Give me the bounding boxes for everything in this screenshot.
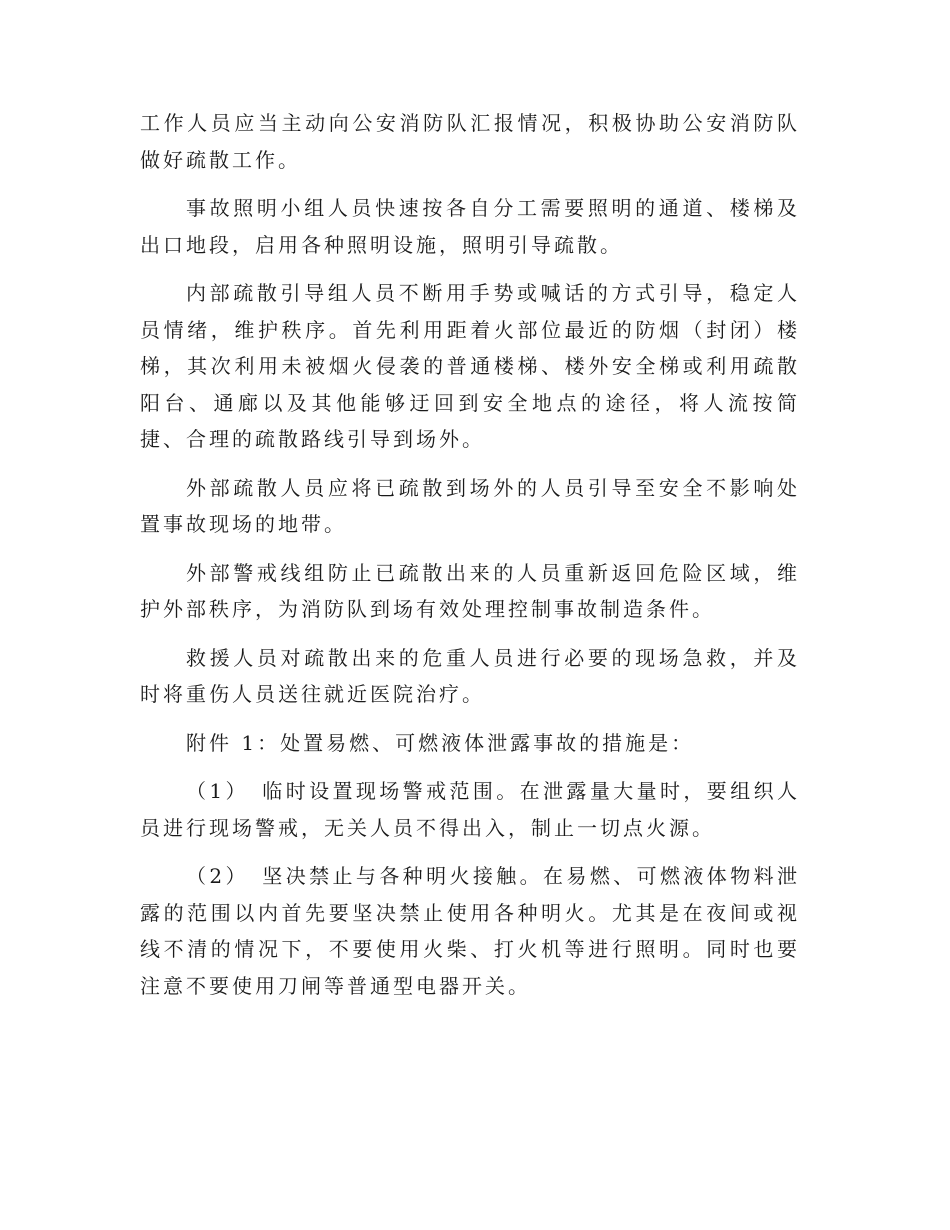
paragraph-measure-2: （2） 坚决禁止与各种明火接触。在易燃、可燃液体物料泄露的范围以内首先要坚决禁止使用各种明火。尤其是在夜间或视线不清的情况下，不要使用火柴、打火机等进行照明。同时也要注意不要使用刀闸等普通型电器开关。 <box>140 864 800 998</box>
paragraph-rescue: 救援人员对疏散出来的危重人员进行必要的现场急救，并及时将重伤人员送往就近医院治疗。 <box>140 645 800 706</box>
paragraph-evacuation-report: 工作人员应当主动向公安消防队汇报情况，积极协助公安消防队做好疏散工作。 <box>140 111 800 172</box>
paragraph-emergency-lighting: 事故照明小组人员快速按各自分工需要照明的通道、楼梯及出口地段，启用各种照明设施，照明引导疏散。 <box>140 196 800 257</box>
paragraph-internal-evacuation: 内部疏散引导组人员不断用手势或喊话的方式引导，稳定人员情绪，维护秩序。首先利用距着火部位最近的防烟（封闭）楼梯，其次利用未被烟火侵袭的普通楼梯、楼外安全梯或利用疏散阳台、通廊以及其他能够迂回到安全地点的途径，将人流按简捷、合理的疏散路线引导到场外。 <box>140 281 800 451</box>
paragraph-measure-1: （1） 临时设置现场警戒范围。在泄露量大量时，要组织人员进行现场警戒，无关人员不得出入，制止一切点火源。 <box>140 779 800 840</box>
document-body <box>140 105 800 1016</box>
paragraph-external-evacuation: 外部疏散人员应将已疏散到场外的人员引导至安全不影响处置事故现场的地带。 <box>140 475 800 536</box>
paragraph-external-cordon: 外部警戒线组防止已疏散出来的人员重新返回危险区域，维护外部秩序，为消防队到场有效处理控制事故制造条件。 <box>140 560 800 621</box>
paragraph-appendix-heading: 附件 1：处置易燃、可燃液体泄露事故的措施是： <box>186 730 695 755</box>
